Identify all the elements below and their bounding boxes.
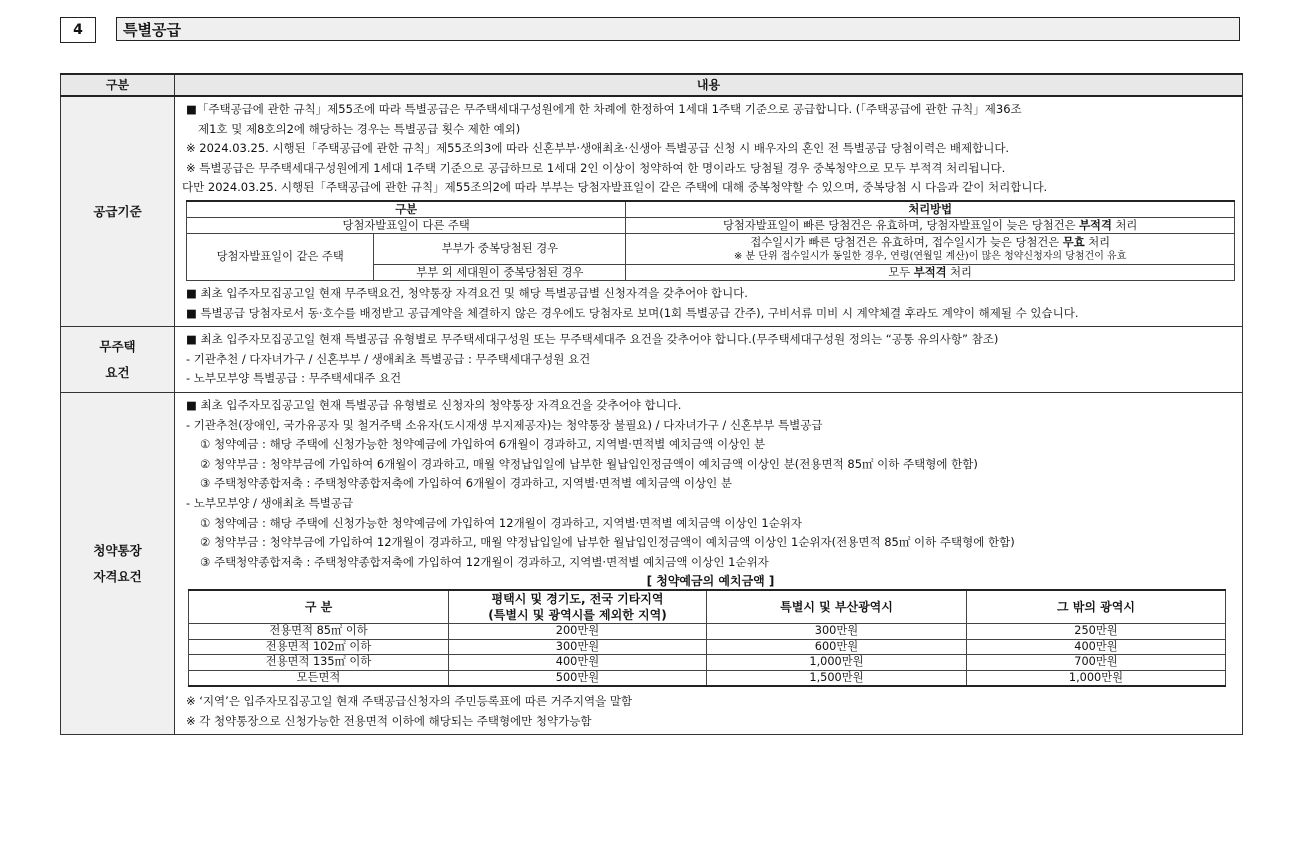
deposit-header-other-metro: 그 밖의 광역시 [967,590,1226,624]
table-header-row [61,74,1243,96]
duplicate-win-table [186,200,1235,281]
deposit-header-seoul-busan: 특별시 및 부산광역시 [707,590,967,624]
text-line: ■「주택공급에 관한 규칙」제55조에 따라 특별공급은 무주택세대구성원에게 한 차례에 한정하여 1세대 1주택 기준으로 공급합니다. (「주택공급에 관한 규칙」제36조 [186,102,1022,116]
deposit-header-gyeonggi: 평택시 및 경기도, 전국 기타지역 (특별시 및 광역시를 제외한 지역) [449,590,707,624]
deposit-amount-table [188,589,1226,687]
no-house-requirement-row [61,327,1243,393]
account-content [175,392,1243,734]
supply-criteria-label: 공급기준 [61,96,175,327]
header-category: 구분 [61,74,175,96]
text-line: - 노부모부양 / 생애최초 특별공급 [186,495,354,510]
account-label: 청약통장 자격요건 [61,392,175,734]
table-row: 전용면적 135㎡ 이하 400만원 1,000만원 700만원 [189,655,1226,670]
text-line: - 노부모부양 특별공급 : 무주택세대주 요건 [186,371,402,386]
table-row: 전용면적 85㎡ 이하 200만원 300만원 250만원 [189,624,1226,639]
table-row: 모든면적 500만원 1,500만원 1,000만원 [189,670,1226,686]
dup-row-other-member-method: 모두 부적격 처리 [626,264,1235,280]
header-content: 내용 [175,74,1243,96]
text-line: 제1호 및 제8호의2에 해당하는 경우는 특별공급 횟수 제한 예외) [198,121,521,136]
text-line: - 기관추천(장애인, 국가유공자 및 철거주택 소유자(도시재생 부지제공자)는 청약통장 불필요) / 다자녀가구 / 신혼부부 특별공급 [186,417,823,432]
dup-row-same-date: 당첨자발표일이 같은 주택 [187,233,374,280]
text-line: - 기관추천 / 다자녀가구 / 신혼부부 / 생애최초 특별공급 : 무주택세대구성원 요건 [186,351,591,366]
text-line: ※ 각 청약통장으로 신청가능한 전용면적 이하에 해당되는 주택형에만 청약가능함 [186,713,592,728]
text-line: ② 청약부금 : 청약부금에 가입하여 6개월이 경과하고, 매월 약정납입일에 납부한 월납입인정금액이 예치금액 이상인 분(전용면적 85㎡ 이하 주택형에 한함) [200,456,978,471]
text-line: ② 청약부금 : 청약부금에 가입하여 12개월이 경과하고, 매월 약정납입일에 납부한 월납입인정금액이 예치금액 이상인 1순위자(전용면적 85㎡ 이하 주택형에 한함) [200,535,1015,550]
text-line: ■ 최초 입주자모집공고일 현재 무주택요건, 청약통장 자격요건 및 해당 특별공급별 신청자격을 갖추어야 합니다. [186,285,748,300]
section-title: 특별공급 [116,17,1240,41]
table-row: 전용면적 102㎡ 이하 300만원 600만원 400만원 [189,639,1226,654]
no-house-label: 무주택 요건 [61,327,175,393]
text-line: ③ 주택청약종합저축 : 주택청약종합저축에 가입하여 6개월이 경과하고, 지역별·면적별 예치금액 이상인 분 [200,476,732,491]
text-line: ※ 2024.03.25. 시행된「주택공급에 관한 규칙」제55조의3에 따라 신혼부부·생애최초·신생아 특별공급 신청 시 배우자의 혼인 전 특별공급 당첨이력은 배제합니다. [186,141,1010,156]
text-line: ③ 주택청약종합저축 : 주택청약종합저축에 가입하여 12개월이 경과하고, 지역별·면적별 예치금액 이상인 1순위자 [200,554,769,569]
deposit-table-title: [ 청약예금의 예치금액 ] [646,574,775,589]
supply-criteria-row [61,96,1243,327]
dup-row-different-date: 당첨자발표일이 다른 주택 [187,217,626,233]
text-line: ■ 최초 입주자모집공고일 현재 특별공급 유형별로 무주택세대구성원 또는 무주택세대주 요건을 갖추어야 합니다.(무주택세대구성원 정의는 “공통 유의사항” 참조) [186,332,999,347]
deposit-header-category: 구 분 [189,590,449,624]
text-line: ① 청약예금 : 해당 주택에 신청가능한 청약예금에 가입하여 6개월이 경과하고, 지역별·면적별 예치금액 이상인 분 [200,437,766,452]
dup-row-different-date-method: 당첨자발표일이 빠른 당첨건은 유효하며, 당첨자발표일이 늦은 당첨건은 부적격 처리 [626,217,1235,233]
dup-row-couple-note: ※ 분 단위 접수일시가 동일한 경우, 연령(연월일 계산)이 많은 청약신청자의 당첨건이 유효 [733,250,1127,262]
text-line: ※ 특별공급은 무주택세대구성원에게 1세대 1주택 기준으로 공급하므로 1세대 2인 이상이 청약하여 한 명이라도 당첨될 경우 중복청약으로 모두 부적격 처리됩니다. [186,160,1006,175]
text-line: 다만 2024.03.25. 시행된「주택공급에 관한 규칙」제55조의2에 따라 부부는 당첨자발표일이 같은 주택에 대해 중복청약할 수 있으며, 중복당첨 시 다음과 같이 처리합니다. [182,180,1048,195]
account-requirement-row [61,392,1243,734]
dup-header-category: 구분 [187,201,626,218]
text-line: ※ ‘지역’은 입주자모집공고일 현재 주택공급신청자의 주민등록표에 따른 거주지역을 말함 [186,693,633,708]
dup-header-method: 처리방법 [626,201,1235,218]
special-supply-table [60,73,1243,735]
text-line: ■ 특별공급 당첨자로서 동·호수를 배정받고 공급계약을 체결하지 않은 경우에도 당첨자로 보며(1회 특별공급 간주), 구비서류 미비 시 계약체결 후라도 계약이 해제될 수 있습니다. [186,305,1079,320]
section-header [60,17,1242,43]
deposit-header-row [189,590,1226,624]
supply-criteria-content [175,96,1243,327]
text-line: ■ 최초 입주자모집공고일 현재 특별공급 유형별로 신청자의 청약통장 자격요건을 갖추어야 합니다. [186,397,682,412]
dup-row-couple-method: 접수일시가 빠른 당첨건은 유효하며, 접수일시가 늦은 당첨건은 무효 처리 ※ 분 단위 접수일시가 동일한 경우, 연령(연월일 계산)이 많은 청약신청자의 당첨건이 유효 [626,233,1235,264]
dup-row-other-member: 부부 외 세대원이 중복당첨된 경우 [374,264,626,280]
section-number: 4 [60,17,96,43]
text-line: ① 청약예금 : 해당 주택에 신청가능한 청약예금에 가입하여 12개월이 경과하고, 지역별·면적별 예치금액 이상인 1순위자 [200,515,802,530]
dup-row-couple: 부부가 중복당첨된 경우 [374,233,626,264]
no-house-content [175,327,1243,393]
